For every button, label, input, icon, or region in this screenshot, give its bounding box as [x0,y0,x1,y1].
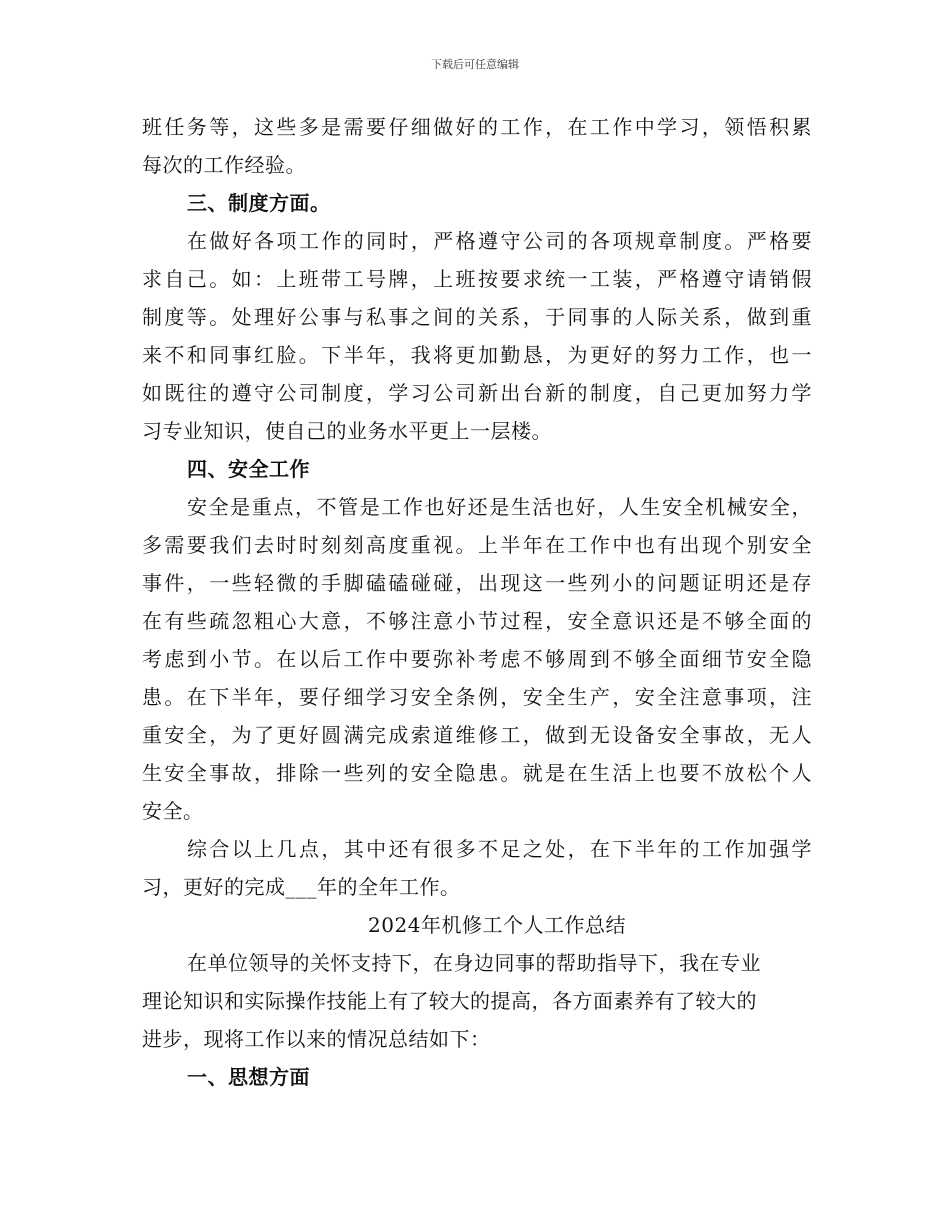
text-line: 事件，一些轻微的手脚磕磕碰碰，出现这一些列小的问题证明还是存 [142,571,812,595]
text-line: 习，更好的完成___年的全年工作。 [142,875,461,899]
text-line: 理论知识和实际操作技能上有了较大的提高，各方面素养有了较大的 [142,989,757,1013]
text-line: 在做好各项工作的同时，严格遵守公司的各项规章制度。严格要 [187,229,812,253]
text-line: 习专业知识，使自己的业务水平更上一层楼。 [142,419,552,443]
text-line: 来不和同事红脸。下半年，我将更加勤恳，为更好的努力工作，也一 [142,343,812,367]
text-line: 生安全事故，排除一些列的安全隐患。就是在生活上也要不放松个人 [142,761,812,785]
text-line: 考虑到小节。在以后工作中要弥补考虑不够周到不够全面细节安全隐 [142,647,812,671]
text-line: 制度等。处理好公事与私事之间的关系，于同事的人际关系，做到重 [142,305,812,329]
text-line: 多需要我们去时时刻刻高度重视。上半年在工作中也有出现个别安全 [142,533,812,557]
text-line: 如既往的遵守公司制度，学习公司新出台新的制度，自己更加努力学 [142,381,812,405]
text-line: 在有些疏忽粗心大意，不够注意小节过程，安全意识还是不够全面的 [142,609,812,633]
text-line: 班任务等，这些多是需要仔细做好的工作，在工作中学习，领悟积累 [142,115,812,139]
section-heading-system: 三、制度方面。 [187,191,331,215]
text-line: 患。在下半年，要仔细学习安全条例，安全生产，安全注意事项，注 [142,685,812,709]
header-note: 下载后可任意编辑 [431,58,519,71]
text-line: 每次的工作经验。 [142,153,306,177]
text-line: 进步，现将工作以来的情况总结如下： [142,1027,491,1051]
document-body [142,108,812,1096]
section-heading-safety: 四、安全工作 [187,457,310,481]
text-line: 综合以上几点，其中还有很多不足之处，在下半年的工作加强学 [187,837,812,861]
text-line: 重安全，为了更好圆满完成索道维修工，做到无设备安全事故，无人 [142,723,812,747]
text-line: 在单位领导的关怀支持下，在身边同事的帮助指导下，我在专业 [187,951,761,975]
text-line: 求自己。如：上班带工号牌，上班按要求统一工装，严格遵守请销假 [142,267,812,291]
section-heading-thought: 一、思想方面 [187,1065,310,1089]
text-line: 安全。 [142,799,204,823]
text-line: 安全是重点，不管是工作也好还是生活也好，人生安全机械安全， [187,495,812,519]
document-title: 2024年机修工个人工作总结 [368,913,626,937]
